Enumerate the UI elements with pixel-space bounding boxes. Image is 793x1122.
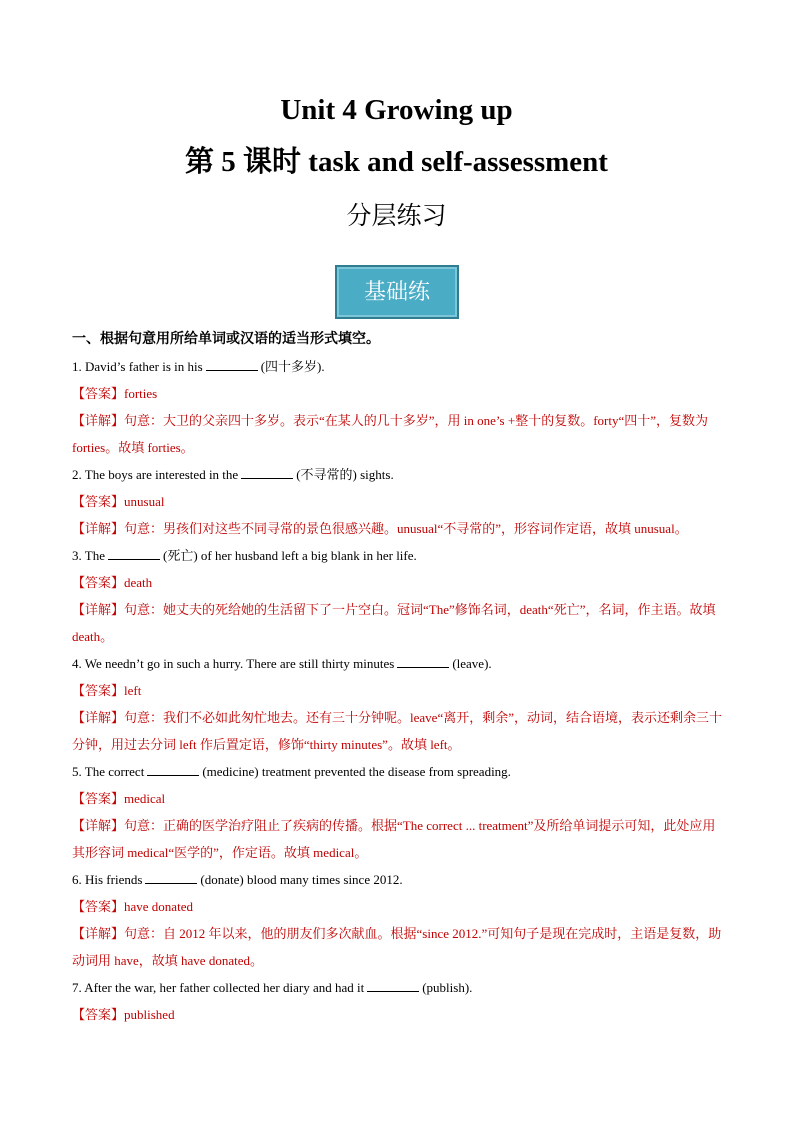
detail-line xyxy=(72,920,724,974)
practice-title: 分层练习 xyxy=(346,203,447,230)
detail-label: 【详解】 xyxy=(72,521,125,536)
question-item xyxy=(72,650,724,677)
question-hint: (medicine) treatment prevented the disease from spreading. xyxy=(202,764,511,779)
level-badge: 基础练 xyxy=(335,265,459,319)
detail-label: 【详解】 xyxy=(72,710,125,725)
answer-blank xyxy=(241,466,293,479)
detail-line xyxy=(72,515,724,542)
answer-text: published xyxy=(124,1007,175,1022)
detail-label: 【详解】 xyxy=(72,818,125,833)
answer-label: 【答案】 xyxy=(72,494,125,509)
answer-line xyxy=(72,488,724,515)
detail-text: 句意：正确的医学治疗阻止了疾病的传播。根据“The correct ... treatment”及所给单词提示可知，此处应用其形容词 medical“医学的”，作定语。故填 medical。 xyxy=(72,818,716,860)
answer-label: 【答案】 xyxy=(72,683,125,698)
question-hint: (四十多岁). xyxy=(260,359,325,374)
answer-blank xyxy=(367,979,419,992)
question-hint: (死亡) of her husband left a big blank in her life. xyxy=(162,548,417,563)
answer-line xyxy=(72,569,724,596)
detail-line xyxy=(72,407,724,461)
answer-blank xyxy=(147,763,199,776)
unit-title: Unit 4 Growing up xyxy=(280,94,513,126)
answer-text: have donated xyxy=(124,899,193,914)
question-hint: (leave). xyxy=(452,656,492,671)
answer-line xyxy=(72,785,724,812)
section-heading: 一、根据句意用所给单词或汉语的适当形式填空。 xyxy=(72,332,380,347)
detail-text: 句意：她丈夫的死给她的生活留下了一片空白。冠词“The”修饰名词，death“死亡”，名词，作主语。故填 death。 xyxy=(72,602,716,644)
answer-blank xyxy=(397,655,449,668)
detail-label: 【详解】 xyxy=(72,602,125,617)
answer-line xyxy=(72,1001,724,1028)
exercise-content xyxy=(72,326,724,1028)
question-text: 3. The xyxy=(72,548,105,563)
question-item xyxy=(72,758,724,785)
answer-text: medical xyxy=(124,791,166,806)
question-text: 2. The boys are interested in the xyxy=(72,467,239,482)
detail-label: 【详解】 xyxy=(72,926,125,941)
answer-label: 【答案】 xyxy=(72,575,125,590)
question-hint: (donate) blood many times since 2012. xyxy=(200,872,403,887)
answer-text: left xyxy=(124,683,142,698)
detail-line xyxy=(72,704,724,758)
question-text: 6. His friends xyxy=(72,872,143,887)
question-list xyxy=(72,353,724,1028)
answer-label: 【答案】 xyxy=(72,791,125,806)
detail-text: 句意：自 2012 年以来，他的朋友们多次献血。根据“since 2012.”可知句子是现在完成时，主语是复数，助动词用 have，故填 have donated。 xyxy=(72,926,722,968)
detail-line xyxy=(72,596,724,650)
question-text: 7. After the war, her father collected her diary and had it xyxy=(72,980,365,995)
answer-text: unusual xyxy=(124,494,165,509)
question-item xyxy=(72,866,724,893)
answer-blank xyxy=(145,871,197,884)
question-item xyxy=(72,542,724,569)
answer-blank xyxy=(206,358,258,371)
question-item xyxy=(72,974,724,1001)
detail-label: 【详解】 xyxy=(72,413,125,428)
question-hint: (publish). xyxy=(422,980,473,995)
answer-label: 【答案】 xyxy=(72,899,125,914)
answer-text: death xyxy=(124,575,153,590)
detail-text: 句意：男孩们对这些不同寻常的景色很感兴趣。unusual“不寻常的”，形容词作定语，故填 unusual。 xyxy=(124,521,688,536)
answer-blank xyxy=(108,547,160,560)
question-item xyxy=(72,461,724,488)
answer-text: forties xyxy=(124,386,158,401)
answer-line xyxy=(72,677,724,704)
detail-line xyxy=(72,812,724,866)
answer-label: 【答案】 xyxy=(72,386,125,401)
detail-text: 句意：我们不必如此匆忙地去。还有三十分钟呢。leave“离开，剩余”，动词，结合语境，表示还剩余三十分钟，用过去分词 left 作后置定语，修饰“thirty minutes”。故填 left。 xyxy=(72,710,722,752)
question-text: 4. We needn’t go in such a hurry. There are still thirty minutes xyxy=(72,656,395,671)
question-hint: (不寻常的) sights. xyxy=(296,467,394,482)
answer-line xyxy=(72,380,724,407)
detail-text: 句意：大卫的父亲四十多岁。表示“在某人的几十多岁”，用 in one’s +整十的复数。forty“四十”，复数为 forties。故填 forties。 xyxy=(72,413,709,455)
question-text: 1. David’s father is in his xyxy=(72,359,203,374)
lesson-title: 第 5 课时 task and self-assessment xyxy=(185,146,608,178)
question-item xyxy=(72,353,724,380)
question-text: 5. The correct xyxy=(72,764,145,779)
answer-label: 【答案】 xyxy=(72,1007,125,1022)
answer-line xyxy=(72,893,724,920)
